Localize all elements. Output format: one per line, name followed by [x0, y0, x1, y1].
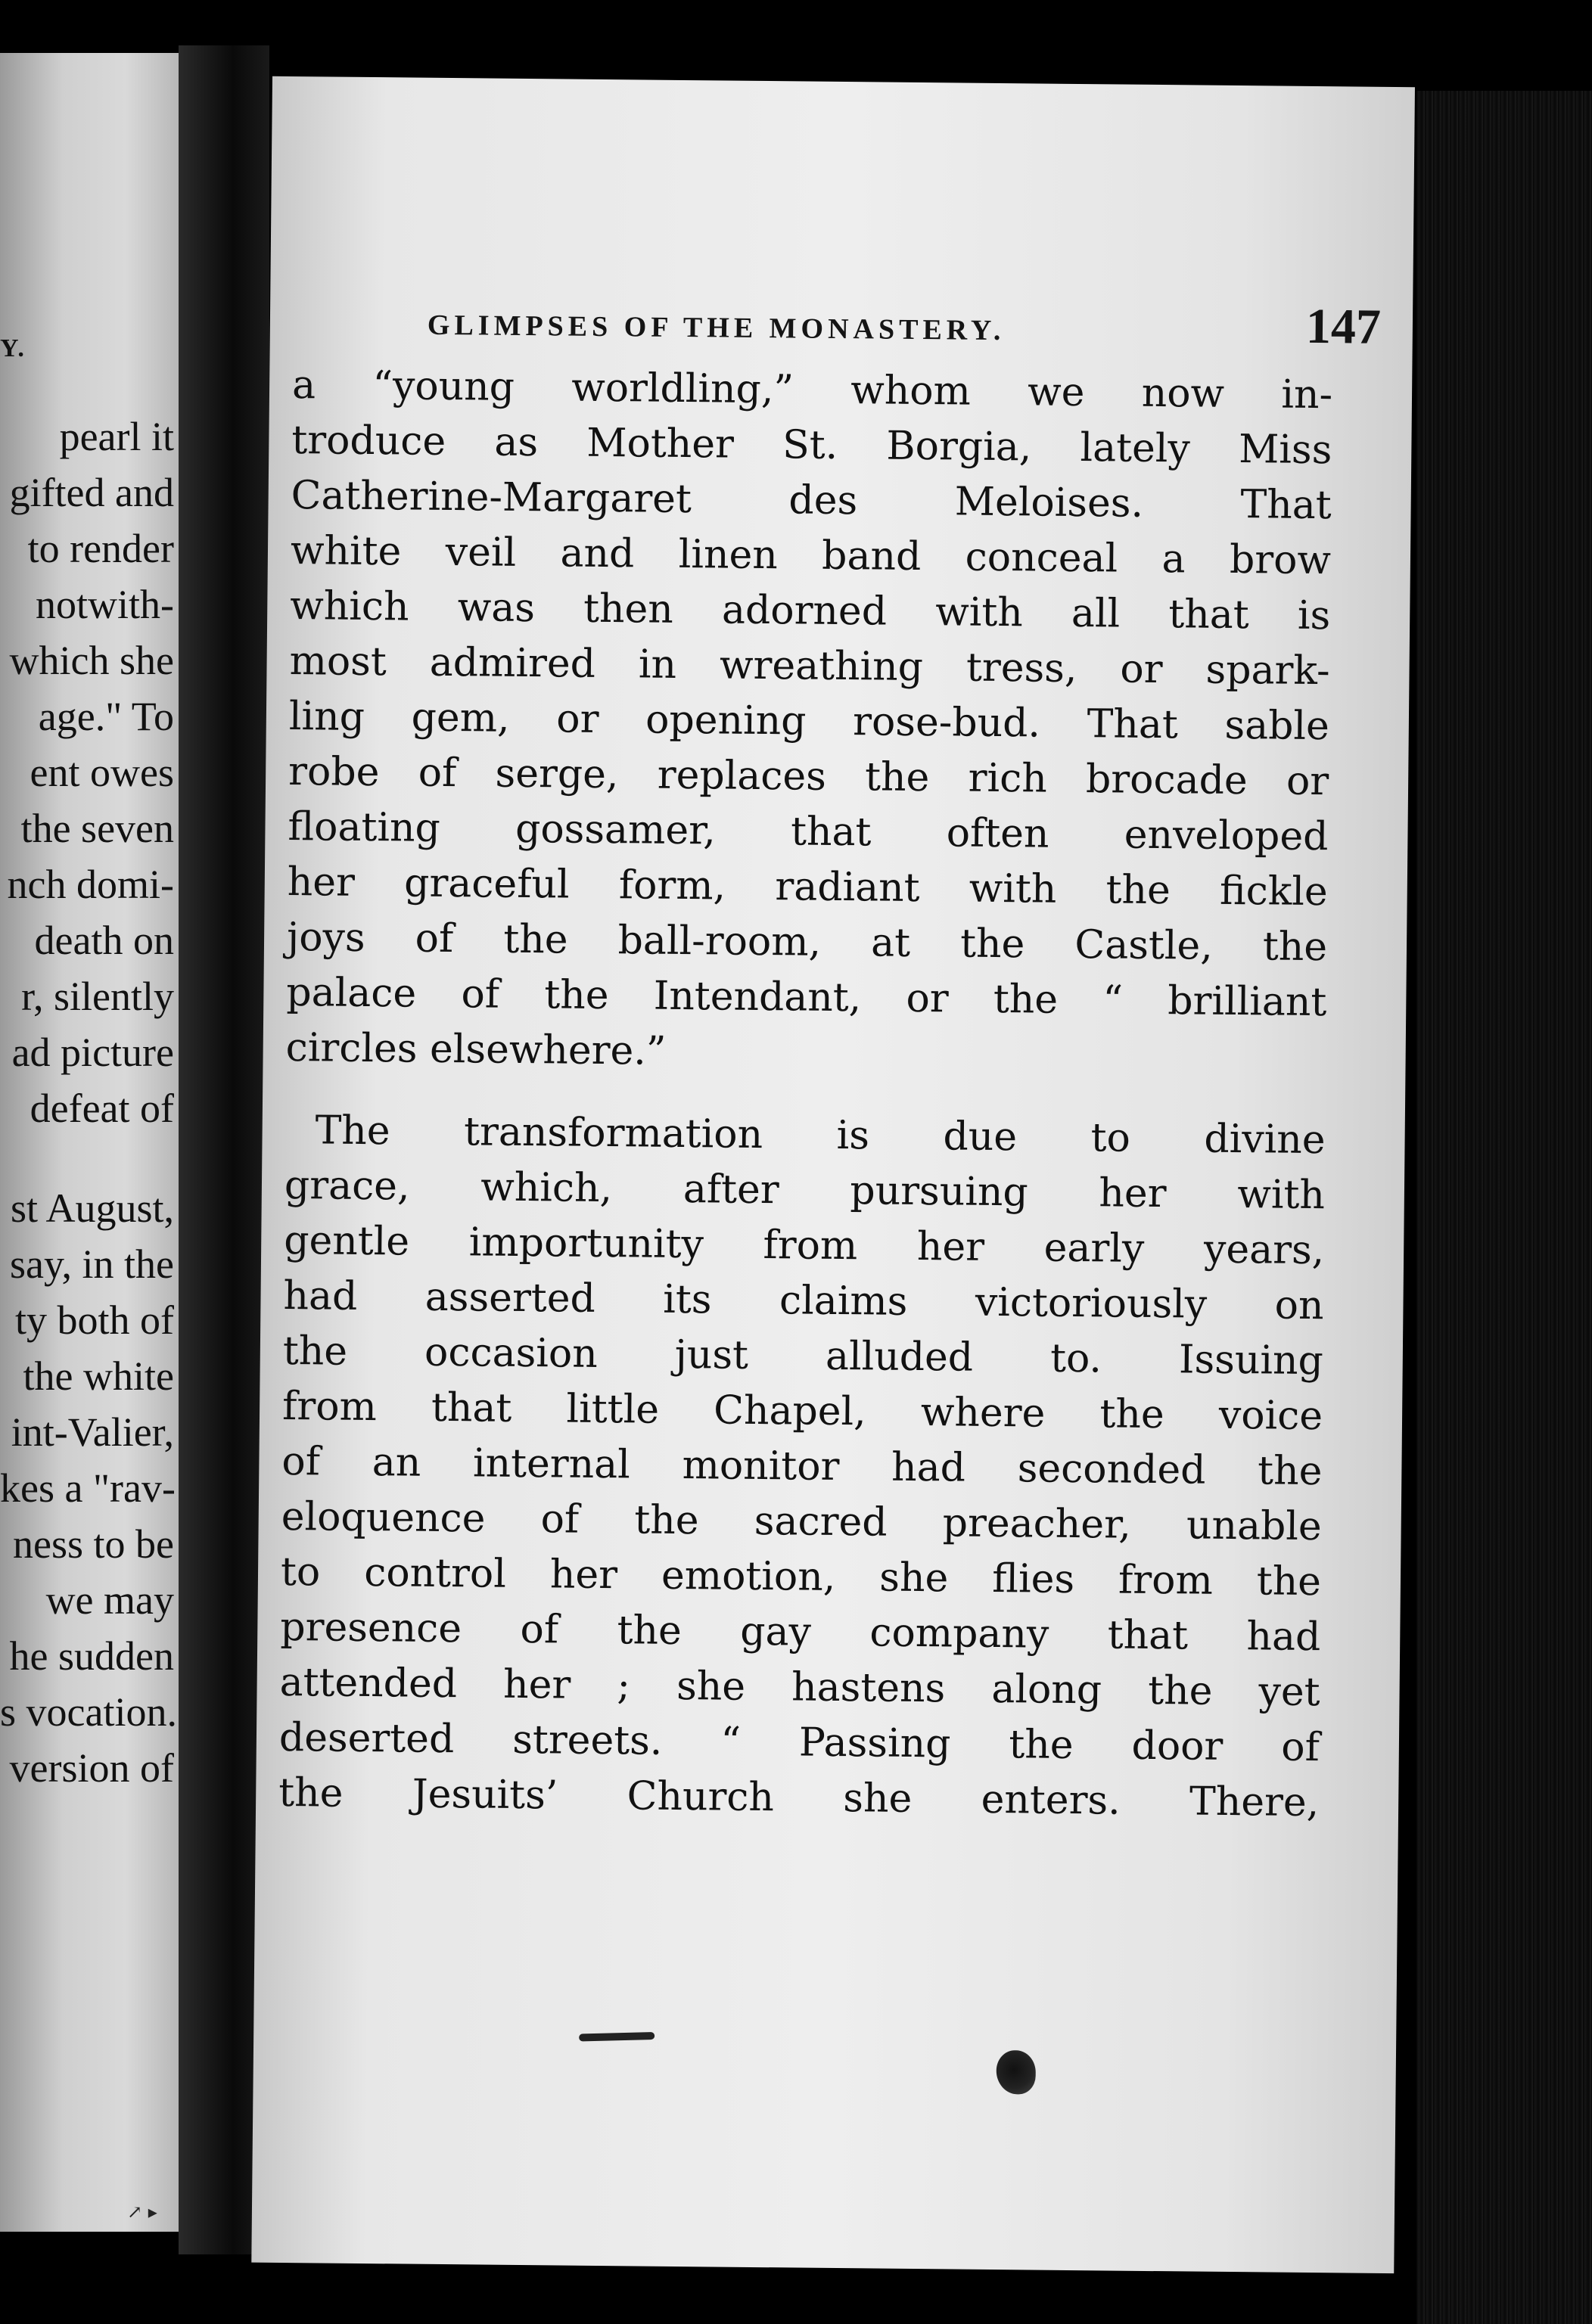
left-line: the seven [20, 806, 174, 851]
left-line: int-Valier, [11, 1409, 174, 1455]
text-line: gentle importunity from her early years, [283, 1217, 1325, 1274]
left-line: pearl it [59, 414, 174, 459]
left-line: s vocation. [0, 1689, 177, 1735]
book-fore-edge [1416, 91, 1592, 2324]
left-line: r, silently [21, 974, 174, 1019]
text-line: from that little Chapel, where the voice [281, 1383, 1323, 1440]
text-line: had asserted its claims victoriously on [283, 1272, 1324, 1329]
text-line: a “young worldling,” whom we now in- [291, 362, 1333, 418]
text-line: floating gossamer, that often enveloped [288, 803, 1329, 860]
left-line: ness to be [13, 1521, 174, 1567]
text-line: joys of the ball-room, at the Castle, the [286, 914, 1328, 971]
left-page-text [0, 409, 179, 1796]
text-line: the occasion just alluded to. Issuing [282, 1328, 1324, 1384]
text-line: eloquence of the sacred preacher, unable [281, 1493, 1322, 1550]
left-line: st August, [10, 1185, 174, 1231]
text-line: her graceful form, radiant with the fickle [287, 859, 1329, 915]
left-line: age." To [38, 694, 174, 739]
ink-blot [996, 2050, 1036, 2094]
left-line: which she [9, 638, 174, 683]
text-line: to control her emotion, she flies from the [280, 1549, 1322, 1605]
text-line: grace, which, after pursuing her with [284, 1162, 1326, 1219]
left-line: death on [34, 918, 174, 963]
text-line: deserted streets. “ Passing the door of [278, 1714, 1320, 1771]
left-line: to render [27, 526, 174, 571]
left-line: gifted and [9, 470, 174, 515]
left-page-fragment [0, 53, 179, 2232]
text-line: which was then adorned with all that is [290, 583, 1331, 639]
running-title: GLIMPSES OF THE MONASTERY. [427, 309, 1006, 347]
ink-smudge [579, 2032, 655, 2042]
left-line: the white [23, 1353, 174, 1399]
text-line: troduce as Mother St. Borgia, lately Miss [291, 418, 1332, 474]
page-number: 147 [1305, 298, 1382, 355]
text-line: attended her ; she hastens along the yet [279, 1659, 1320, 1716]
text-line: The transformation is due to divine [315, 1108, 1326, 1164]
text-line: ling gem, or opening rose-bud. That sable [288, 694, 1330, 750]
text-line: white veil and linen band conceal a brow [290, 528, 1332, 584]
text-line: presence of the gay company that had [280, 1604, 1321, 1661]
text-line: circles elsewhere.” [285, 1024, 667, 1074]
text-line: robe of serge, replaces the rich brocade or [288, 748, 1329, 805]
page-body [278, 358, 1333, 1831]
right-page [251, 76, 1415, 2273]
text-line: Catherine-Margaret des Meloises. That [291, 473, 1332, 529]
left-line: ent owes [30, 750, 174, 795]
text-line: most admired in wreathing tress, or spark- [289, 638, 1330, 694]
text-line: the Jesuits’ Church she enters. There, [278, 1769, 1320, 1826]
left-line: ty both of [15, 1297, 174, 1343]
left-line: he sudden [9, 1633, 174, 1679]
left-line: kes a "rav- [0, 1465, 176, 1511]
running-header [428, 290, 1382, 356]
left-line: version of [9, 1745, 174, 1791]
left-line: we may [45, 1577, 174, 1623]
left-running-header: Y. [0, 334, 26, 362]
text-line: palace of the Intendant, or the “ brilliant [286, 969, 1327, 1026]
left-line: defeat of [30, 1086, 174, 1131]
left-line: nch domi- [7, 862, 174, 907]
left-line: say, in the [10, 1241, 174, 1287]
text-line: of an internal monitor had seconded the [281, 1438, 1323, 1495]
left-line: ad picture [11, 1030, 174, 1075]
left-line: notwith- [36, 582, 174, 627]
printer-mark: ↗ ▸ [127, 2201, 157, 2223]
